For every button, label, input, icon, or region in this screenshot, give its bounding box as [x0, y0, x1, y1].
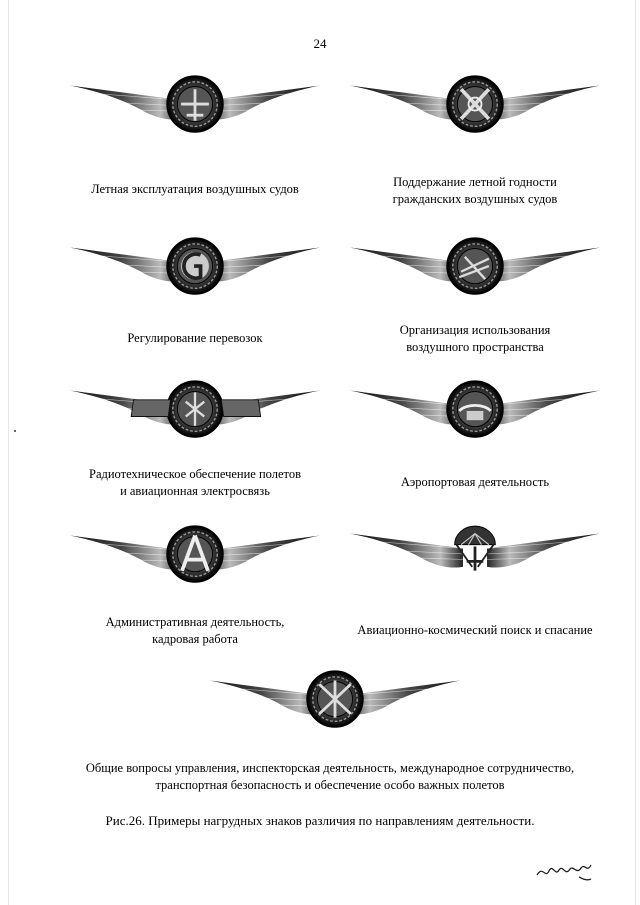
- badge-caption-2: Поддержание летной годности гражданских воздушных судов: [392, 175, 558, 206]
- badge-search-rescue-icon: [350, 518, 600, 588]
- badge-caption-9: Общие вопросы управления, инспекторская деятельность, международное сотрудничество, транспортная безопасность и обеспечение особо важных полетов: [85, 761, 575, 792]
- badge-airspace-icon: [350, 232, 600, 302]
- page-number: 24: [313, 36, 327, 51]
- figure-caption: Рис.26. Примеры нагрудных знаков различия по направлениям деятельности.: [105, 813, 535, 828]
- badge-general-management-icon: [210, 665, 460, 735]
- scan-edge-left: [8, 0, 9, 905]
- badge-radio-support-icon: [70, 375, 320, 445]
- badge-transport-regulation-icon: [70, 232, 320, 302]
- badge-caption-1: Летная эксплуатация воздушных судов: [91, 182, 299, 196]
- badge-caption-6: Аэропортовая деятельность: [400, 475, 550, 489]
- scan-speck: [14, 430, 16, 432]
- badge-caption-3: Регулирование перевозок: [127, 331, 263, 345]
- badge-caption-5: Радиотехническое обеспечение полетов и авиационная электросвязь: [89, 467, 301, 498]
- badge-caption-4: Организация использования воздушного пространства: [399, 323, 551, 354]
- badge-airworthiness-icon: [350, 70, 600, 140]
- scan-edge-right: [635, 0, 636, 905]
- badge-flight-operations-icon: [70, 70, 320, 140]
- badge-caption-7: Административная деятельность, кадровая работа: [105, 615, 285, 646]
- handwritten-signature: [535, 855, 595, 885]
- badge-caption-8: Авиационно-космический поиск и спасание: [357, 623, 593, 637]
- badge-airport-activity-icon: [350, 375, 600, 445]
- badge-administrative-icon: [70, 520, 320, 590]
